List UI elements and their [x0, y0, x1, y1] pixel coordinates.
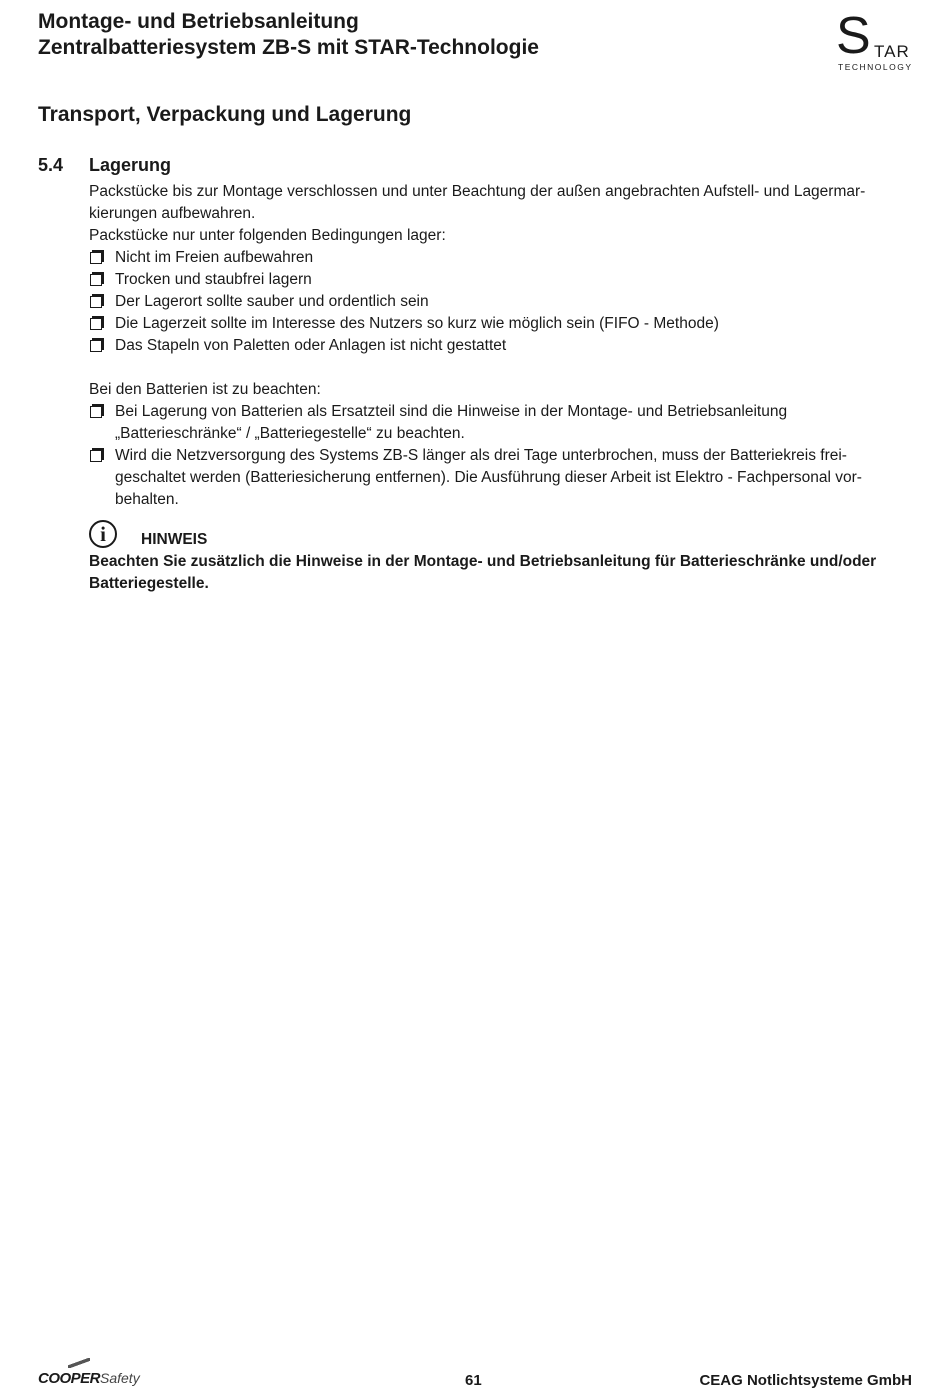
doc-title-line2: Zentralbatteriesystem ZB-S mit STAR-Technologie	[38, 36, 539, 59]
checkbox-bullet-icon	[90, 450, 102, 462]
doc-title-line1: Montage- und Betriebsanleitung	[38, 10, 359, 33]
subsection-number: 5.4	[38, 155, 64, 175]
brand-mark-icon	[68, 1358, 90, 1368]
checkbox-bullet-icon	[90, 406, 102, 418]
spacer	[89, 357, 913, 379]
battery-lead: Bei den Batterien ist zu beachten:	[89, 381, 321, 398]
subsection-title: Lagerung	[89, 155, 172, 175]
checkbox-bullet-icon	[90, 340, 102, 352]
logo-letter: S	[836, 7, 870, 65]
info-icon: i	[89, 520, 117, 548]
list-item: Bei Lagerung von Batterien als Ersatzteil sind die Hinweise in der Montage- und Betriebsanleitung „Batterieschränke“ / „Batteriegestelle“ zu beachten.	[89, 401, 913, 445]
note-text: Beachten Sie zusätzlich die Hinweise in der Montage- und Betriebsanleitung für Batterieschränke und/oder Batteriegestelle.	[89, 553, 877, 592]
section-title: Transport, Verpackung und Lagerung	[38, 103, 412, 126]
company-name: CEAG Notlichtsysteme GmbH	[699, 1372, 912, 1389]
brand-name: COOPER	[38, 1370, 101, 1387]
conditions-lead: Packstücke nur unter folgenden Bedingungen lager:	[89, 227, 446, 244]
brand-suffix: Safety	[100, 1370, 140, 1386]
list-item: Die Lagerzeit sollte im Interesse des Nutzers so kurz wie möglich sein (FIFO - Methode)	[89, 313, 913, 335]
note-label: HINWEIS	[141, 531, 208, 548]
page-number: 61	[465, 1372, 482, 1389]
checkbox-bullet-icon	[90, 296, 102, 308]
intro-paragraph: Packstücke bis zur Montage verschlossen und unter Beachtung der außen angebrachten Aufstell- und Lagermar-kierungen aufbewahren.	[89, 183, 866, 222]
list-item: Nicht im Freien aufbewahren	[89, 247, 913, 269]
checkbox-bullet-icon	[90, 274, 102, 286]
cooper-safety-logo	[38, 1358, 148, 1390]
logo-suffix: TAR	[874, 42, 910, 61]
checkbox-bullet-icon	[90, 318, 102, 330]
list-item: Wird die Netzversorgung des Systems ZB-S länger als drei Tage unterbrochen, muss der Batteriekreis frei-geschaltet werden (Batteriesicherung entfernen). Die Ausführung dieser Arbeit ist Elektro - Fachpersonal vor-behalten.	[89, 445, 913, 511]
list-item: Der Lagerort sollte sauber und ordentlich sein	[89, 291, 913, 313]
checkbox-bullet-icon	[90, 252, 102, 264]
list-item: Das Stapeln von Paletten oder Anlagen ist nicht gestattet	[89, 335, 913, 357]
list-item: Trocken und staubfrei lagern	[89, 269, 913, 291]
star-technology-logo	[836, 7, 913, 74]
logo-subtitle: TECHNOLOGY	[838, 62, 913, 72]
body-content	[89, 181, 913, 511]
